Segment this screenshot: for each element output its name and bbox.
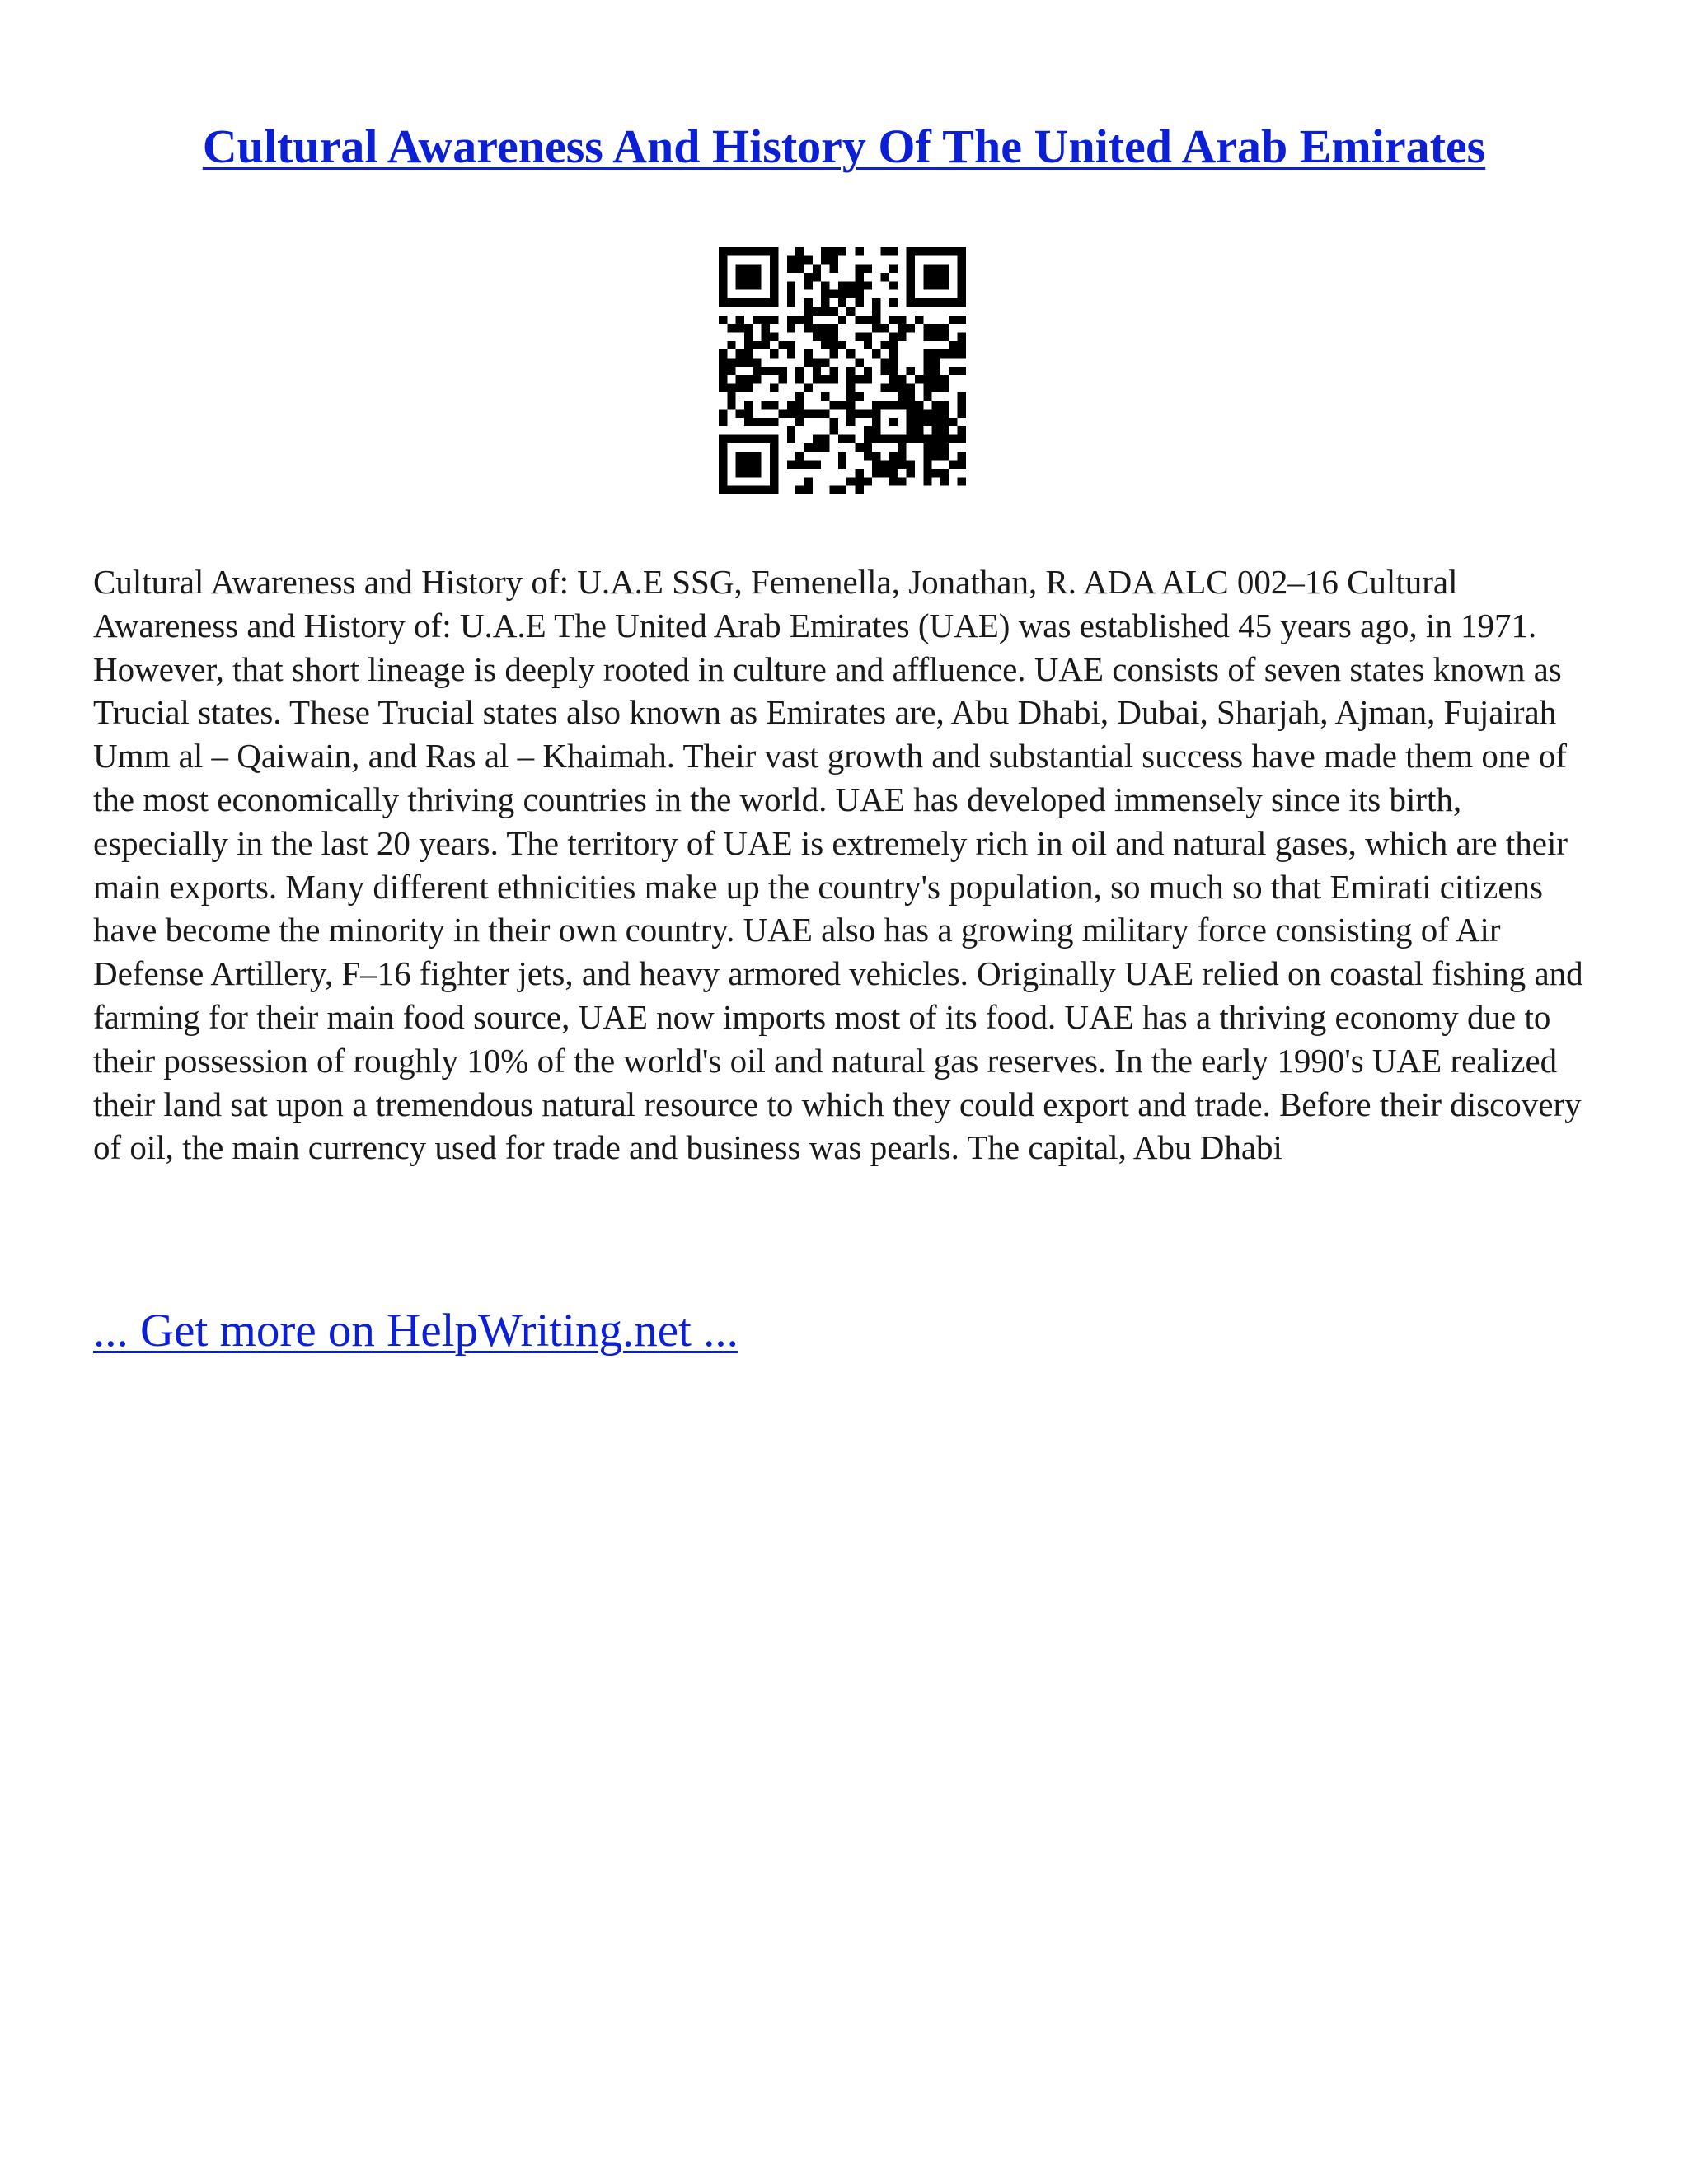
get-more-paragraph (93, 1302, 738, 1360)
body-text: Cultural Awareness and History of: U.A.E SSG, Femenella, Jonathan, R. ADA ALC 002–16 Cultural Awareness and History of: U.A.E The United Arab Emirates (UAE) was established 45 years ago, in 1971. However, that short lineage is deeply rooted in culture and affluence. UAE consists of seven states known as Trucial states. These Trucial states also known as Emirates are, Abu Dhabi, Dubai, Sharjah, Ajman, Fujairah Umm al – Qaiwain, and Ras al – Khaimah. Their vast growth and substantial success have made them one of the most economically thriving countries in the world. UAE has developed immensely since its birth, especially in the last 20 years. The territory of UAE is extremely rich in oil and natural gases, which are their main exports. Many different ethnicities make up the country's population, so much so that Emirati citizens have become the minority in their own country. UAE also has a growing military force consisting of Air Defense Artillery, F–16 fighter jets, and heavy armored vehicles. Originally UAE relied on coastal fishing and farming for their main food source, UAE now imports most of its food. UAE has a thriving economy due to their possession of roughly 10% of the world's oil and natural gas reserves. In the early 1990's UAE realized their land sat upon a tremendous natural resource to which they could export and trade. Before their discovery of oil, the main currency used for trade and business was pearls. The capital, Abu Dhabi (93, 563, 1583, 1167)
document-title (0, 114, 1688, 180)
get-more-link[interactable]: ... Get more on HelpWriting.net ... (93, 1305, 738, 1357)
title-link[interactable]: Cultural Awareness And History Of The United Arab Emirates (202, 120, 1486, 173)
qr-code-icon (719, 247, 966, 494)
